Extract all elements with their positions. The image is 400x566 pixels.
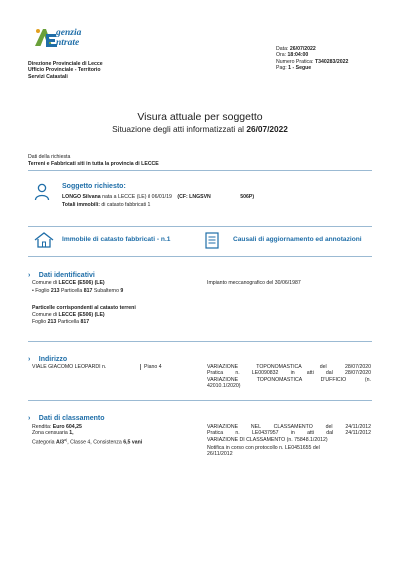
office-line-3: Servizi Catastali — [28, 73, 68, 80]
particelle-foglio: Foglio 213 Particella 817 — [32, 319, 90, 325]
time-label: Ora: — [276, 52, 287, 59]
page-value: 1 - Segue — [288, 64, 312, 71]
classamento-variations: VARIAZIONE NEL CLASSAMENTO del 24/11/2012 Pratica n. LE0437957 in atti dal 24/11/2012 VARIAZIONE DI CLASSAMENTO (n. 75848.1/2012) Notifica in corso con protocollo n. LE0451655 del 26/11/2012 — [207, 424, 371, 458]
divider — [28, 341, 372, 342]
particelle-heading: Particelle corrispondenti al catasto terreni — [32, 305, 136, 311]
subject-cf: (CF: LNGSVN — [177, 194, 211, 200]
comune-line: Comune di LECCE (E506) (LE) — [32, 280, 105, 286]
logo-text-bottom: ntrate — [56, 38, 80, 48]
logo-text-top: genzia — [56, 28, 82, 38]
rendita-value: Euro 604,25 — [52, 424, 82, 430]
request-label: Dati della richiesta — [28, 154, 71, 160]
indirizzo-variations: VARIAZIONE TOPONOMASTICA del 28/07/2020 Pratica n. LE0090832 in atti dal 28/07/2020 VARIAZIONE TOPONOMASTICA D'UFFICIO (n. 42010.1/2020) — [207, 364, 371, 389]
section-classamento — [28, 407, 105, 425]
office-block — [28, 61, 178, 80]
date-value: 26/07/2022 — [289, 46, 316, 52]
particelle-comune: Comune di LECCE (E506) (LE) — [32, 312, 105, 318]
house-icon — [34, 232, 54, 248]
divider — [28, 400, 372, 401]
address-text: VIALE GIACOMO LEOPARDI n. — [32, 364, 107, 370]
meta-block — [276, 46, 386, 71]
piano-text: Piano 4 — [140, 364, 162, 370]
pratica-label: Numero Pratica: — [276, 58, 314, 65]
impianto-text: Impianto meccanografico del 30/06/1987 — [207, 280, 301, 286]
logo-emblem-icon — [32, 26, 58, 50]
subject-line — [62, 194, 382, 200]
office-line-2: Ufficio Provinciale - Territorio — [28, 67, 101, 74]
classamento-left: Rendita: Euro 604,25 Zona censuaria 1, Categoria A/3$^{a)}$, Classe 4, Consistenza 6,5 vani — [32, 424, 143, 446]
subject-birth: nata a LECCE (LE) il 06/01/19 — [102, 194, 172, 200]
chevron-right-icon: › — [28, 272, 31, 279]
page-label: Pag: — [276, 64, 287, 71]
section-heading: Dati identificativi — [38, 272, 95, 279]
chevron-right-icon: › — [28, 415, 31, 422]
pratica-value: T340283/2022 — [314, 58, 349, 65]
section-heading: Indirizzo — [38, 356, 68, 363]
divider — [28, 170, 372, 171]
tabs-top-border — [28, 226, 372, 227]
tab-causali[interactable]: Causali di aggiornamento ed annotazioni — [233, 236, 362, 243]
section-heading: Dati di classamento — [38, 415, 105, 422]
request-text: Terreni e Fabbricati siti in tutta la provincia di LECCE — [28, 161, 159, 167]
subject-name: LONGO Silvana — [62, 194, 101, 200]
subject-cf-end: 506P) — [240, 194, 255, 200]
time-value: 18:04:00 — [287, 52, 309, 59]
tab-immobili[interactable]: Immobile di catasto fabbricati - n.1 — [62, 236, 171, 243]
subject-heading: Soggetto richiesto: — [62, 183, 126, 190]
tabs-bottom-border — [28, 256, 372, 257]
document-icon — [205, 232, 219, 249]
agenzia-entrate-logo — [32, 26, 122, 54]
subject-totali: Totali immobili: di catasto fabbricati 1 — [62, 202, 151, 208]
page-title: Visura attuale per soggetto — [137, 111, 263, 123]
page-subtitle: Situazione degli atti informatizzati al 26/07/2022 — [112, 124, 288, 134]
date-label: Data: — [276, 46, 289, 52]
chevron-right-icon: › — [28, 356, 31, 363]
office-line-1: Direzione Provinciale di Lecce — [28, 61, 103, 67]
foglio-line: • Foglio 213 Particella 817 Subalterno 9 — [32, 288, 124, 294]
user-icon — [34, 183, 50, 201]
subtitle-date: 26/07/2022 — [246, 124, 288, 134]
